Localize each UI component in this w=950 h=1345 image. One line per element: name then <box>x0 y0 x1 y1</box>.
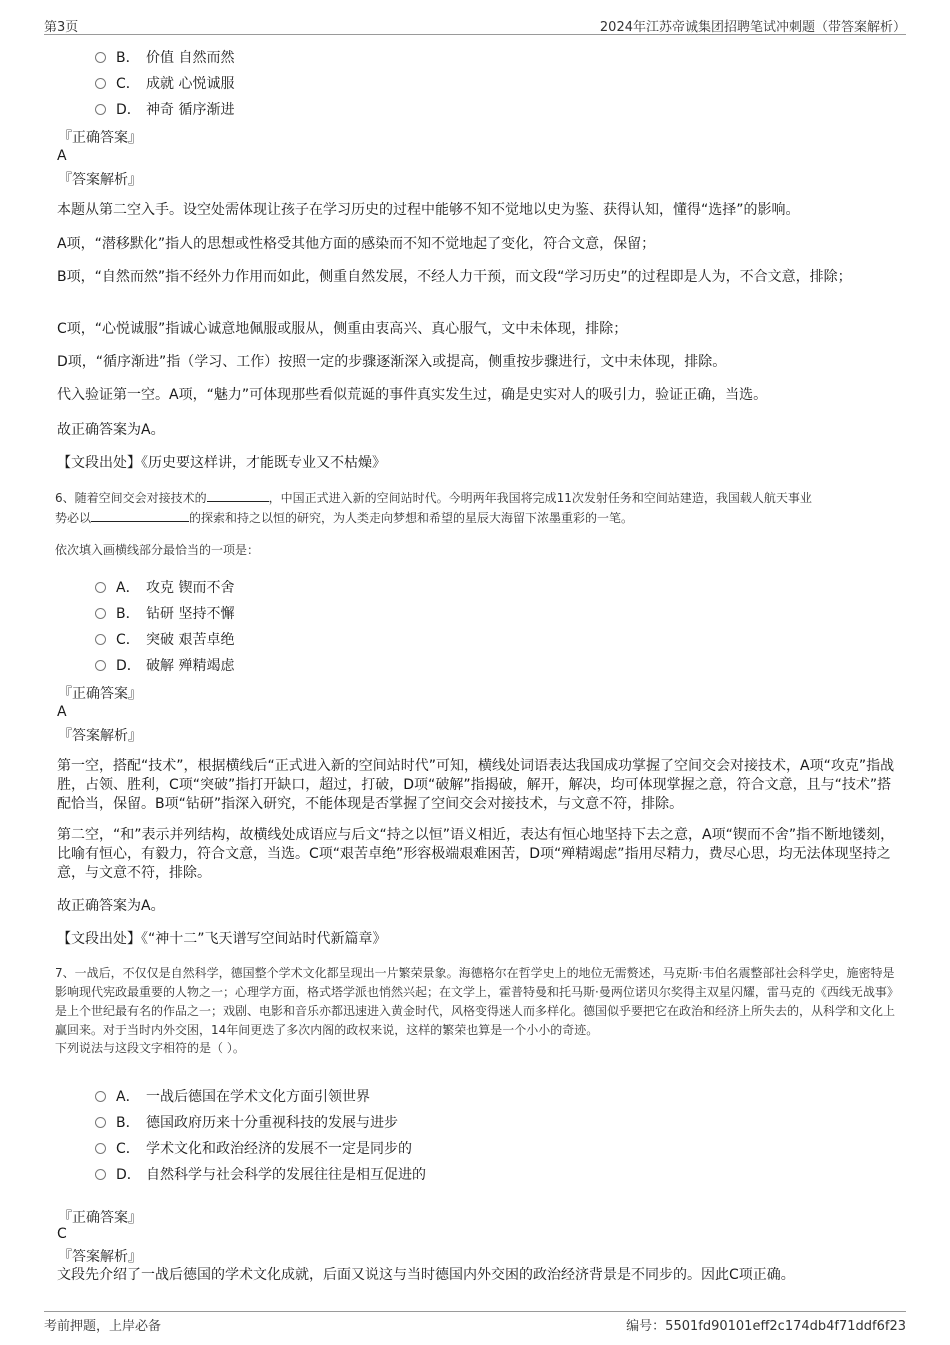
radio-icon[interactable] <box>95 660 106 671</box>
radio-icon[interactable] <box>95 104 106 115</box>
q6-option-b[interactable]: B． 钻研 坚持不懈 <box>95 604 234 624</box>
q7-option-d[interactable]: D． 自然科学与社会科学的发展往往是相互促进的 <box>95 1165 426 1185</box>
q7-analysis-label: 『答案解析』 <box>58 1249 142 1265</box>
radio-icon[interactable] <box>95 1091 106 1102</box>
q5-option-b[interactable]: B． 价值 自然而然 <box>95 48 234 68</box>
q6-prompt: 依次填入画横线部分最恰当的一项是： <box>55 543 260 557</box>
q7-answer: C <box>57 1226 67 1242</box>
fill-blank <box>207 488 269 502</box>
radio-icon[interactable] <box>95 634 106 645</box>
q6-analysis-label: 『答案解析』 <box>58 728 142 744</box>
footer-slogan: 考前押题，上岸必备 <box>44 1319 162 1334</box>
page-footer <box>44 1311 906 1332</box>
q5-answer: A <box>57 148 67 164</box>
page-number: 第3页 <box>44 20 79 35</box>
q5-analysis-p6: 代入验证第一空。A项，“魅力”可体现那些看似荒诞的事件真实发生过，确是史实对人的吸引力，验证正确，当选。 <box>57 387 768 403</box>
q7-option-a[interactable]: A． 一战后德国在学术文化方面引领世界 <box>95 1087 370 1107</box>
q6-option-d[interactable]: D． 破解 殚精竭虑 <box>95 656 234 676</box>
radio-icon[interactable] <box>95 1117 106 1128</box>
radio-icon[interactable] <box>95 1143 106 1154</box>
q5-analysis-p4: C项，“心悦诚服”指诚心诚意地佩服或服从，侧重由衷高兴、真心服气，文中未体现，排除； <box>57 321 628 337</box>
q6-option-a[interactable]: A． 攻克 锲而不舍 <box>95 578 234 598</box>
q7-question: 7、一战后，不仅仅是自然科学，德国整个学术文化都呈现出一片繁荣景象。海德格尔在哲学史上的地位无需赘述，马克斯·韦伯名震整部社会科学史，施密特是影响现代宪政最重要的人物之一；心理学方面，格式塔学派也悄然兴起；在文学上，霍普特曼和托马斯·曼两位诺贝尔奖得主双星闪耀，雷马克的《西线无战事》是上个世纪最有名的作品之一；戏剧、电影和音乐亦都迅速进入黄金时代，风格变得迷人而多样化。德国似乎要把它在政治和经济上所失去的，从科学和文化上赢回来。对于当时内外交困，14年间更迭了多次内阁的政权来说，这样的繁荣也算是一个小小的奇迹。 <box>55 966 899 1037</box>
q5-analysis-p1: 本题从第二空入手。设空处需体现让孩子在学习历史的过程中能够不知不觉地以史为鉴、获得认知，懂得“选择”的影响。 <box>57 202 800 218</box>
page-header <box>44 14 906 35</box>
q5-analysis-p5: D项，“循序渐进”指（学习、工作）按照一定的步骤逐渐深入或提高，侧重按步骤进行，文中未体现，排除。 <box>57 354 727 370</box>
q6-analysis-p3: 故正确答案为A。 <box>57 898 165 914</box>
q7-option-c[interactable]: C． 学术文化和政治经济的发展不一定是同步的 <box>95 1139 412 1159</box>
radio-icon[interactable] <box>95 1169 106 1180</box>
q5-answer-label: 『正确答案』 <box>58 130 142 146</box>
document-code: 编号：5501fd90101eff2c174db4f71ddf6f23 <box>626 1319 906 1334</box>
q5-option-c[interactable]: C． 成就 心悦诚服 <box>95 74 234 94</box>
q6-answer: A <box>57 704 67 720</box>
q7-analysis: 文段先介绍了一战后德国的学术文化成就，后面又说这与当时德国内外交困的政治经济背景是不同步的。因此C项正确。 <box>57 1267 795 1283</box>
q6-analysis-p2: 第二空，“和”表示并列结构，故横线处成语应与后文“持之以恒”语义相近，表达有恒心地坚持下去之意，A项“锲而不舍”指不断地镂刻，比喻有恒心，有毅力，符合文意，当选。C项“艰苦卓绝”形容极端艰难困苦，D项“殚精竭虑”指用尽精力，费尽心思，均无法体现坚持之意，与文意不符，排除。 <box>57 827 895 881</box>
q5-analysis-label: 『答案解析』 <box>58 172 142 188</box>
q7-option-b[interactable]: B． 德国政府历来十分重视科技的发展与进步 <box>95 1113 398 1133</box>
q6-option-c[interactable]: C． 突破 艰苦卓绝 <box>95 630 234 650</box>
q6-question: 6、随着空间交会对接技术的 ，中国正式进入新的空间站时代。今明两年我国将完成11次发射任务和空间站建造，我国载人航天事业 势必以 的探索和持之以恒的研究，为人类走向梦想和希望的星辰大海留下浓墨重彩的一笔。 <box>55 488 905 528</box>
q5-analysis-p2: A项，“潜移默化”指人的思想或性格受其他方面的感染而不知不觉地起了变化，符合文意，保留； <box>57 236 656 252</box>
q6-answer-label: 『正确答案』 <box>58 686 142 702</box>
q6-source: 【文段出处】《“神十二”飞天谱写空间站时代新篇章》 <box>57 931 387 947</box>
q7-answer-label: 『正确答案』 <box>58 1210 142 1226</box>
radio-icon[interactable] <box>95 582 106 593</box>
fill-blank <box>91 508 189 522</box>
q5-analysis-p3: B项，“自然而然”指不经外力作用而如此，侧重自然发展，不经人力干预，而文段“学习历史”的过程即是人为，不合文意，排除； <box>57 269 852 285</box>
q5-analysis-p7: 故正确答案为A。 <box>57 422 165 438</box>
radio-icon[interactable] <box>95 608 106 619</box>
q7-prompt: 下列说法与这段文字相符的是（ ）。 <box>55 1041 245 1055</box>
radio-icon[interactable] <box>95 52 106 63</box>
q6-analysis-p1: 第一空，搭配“技术”，根据横线后“正式进入新的空间站时代”可知，横线处词语表达我国成功掌握了空间交会对接技术，A项“攻克”指战胜，占领、胜利，C项“突破”指打开缺口，超过，打破，D项“破解”指揭破，解开，解决，均可体现掌握之意，符合文意，且与“技术”搭配恰当，保留。B项“钻研”指深入研究，不能体现是否掌握了空间交会对接技术，与文意不符，排除。 <box>57 758 895 812</box>
document-title: 2024年江苏帝诚集团招聘笔试冲刺题（带答案解析） <box>599 20 906 35</box>
radio-icon[interactable] <box>95 78 106 89</box>
q5-source: 【文段出处】《历史要这样讲，才能既专业又不枯燥》 <box>57 455 386 471</box>
q5-option-d[interactable]: D． 神奇 循序渐进 <box>95 100 234 120</box>
